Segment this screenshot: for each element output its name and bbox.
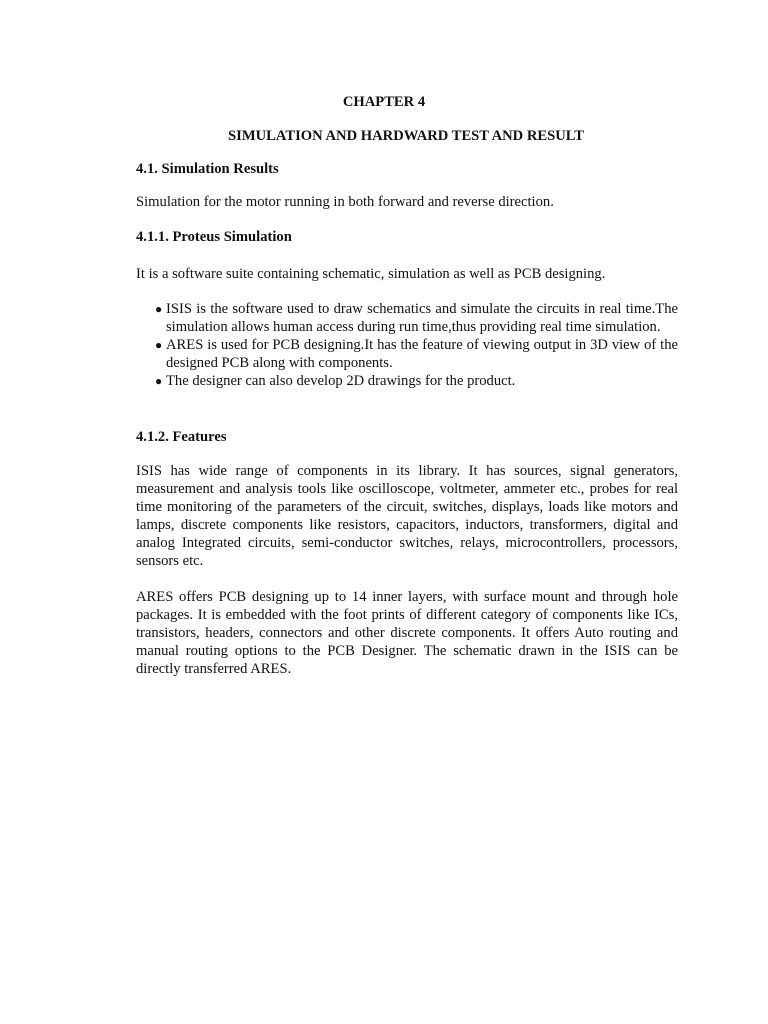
list-item-text: ISIS is the software used to draw schematics and simulate the circuits in real time.The simulation allows human access during run time,thus providing real time simulation. [166, 301, 678, 335]
bullet-icon: ● [155, 374, 163, 388]
list-item [136, 336, 678, 372]
features-paragraph-1: ISIS has wide range of components in its library. It has sources, signal generators, measurement and analysis tools like oscilloscope, voltmeter, ammeter etc., probes for real time monitoring of the parameters of the circuit, switches, displays, loads like motors and lamps, discrete components like resistors, capacitors, inductors, transformers, digital and analog Integrated circuits, semi-conductor switches, relays, microcontrollers, processors, sensors etc. [136, 463, 678, 569]
list-item-text: ARES is used for PCB designing.It has the feature of viewing output in 3D view of the designed PCB along with components. [166, 337, 678, 371]
section-heading-proteus-simulation: 4.1.1. Proteus Simulation [136, 229, 292, 245]
list-item [136, 300, 678, 336]
simulation-results-text: Simulation for the motor running in both forward and reverse direction. [136, 194, 554, 210]
proteus-simulation-text: It is a software suite containing schematic, simulation as well as PCB designing. [136, 266, 606, 282]
list-item [136, 372, 678, 390]
bullet-icon: ● [155, 302, 163, 316]
section-heading-simulation-results: 4.1. Simulation Results [136, 161, 279, 177]
chapter-number: CHAPTER 4 [342, 94, 426, 110]
proteus-feature-list [136, 300, 678, 390]
bullet-icon: ● [155, 338, 163, 352]
list-item-text: The designer can also develop 2D drawings for the product. [166, 373, 516, 389]
features-paragraph-2: ARES offers PCB designing up to 14 inner layers, with surface mount and through hole packages. It is embedded with the foot prints of different category of components like ICs, transistors, headers, connectors and other discrete components. It offers Auto routing and manual routing options to the PCB Designer. The schematic drawn in the ISIS can be directly transferred ARES. [136, 589, 678, 677]
section-heading-features: 4.1.2. Features [136, 429, 227, 445]
chapter-title: SIMULATION AND HARDWARD TEST AND RESULT [228, 128, 584, 144]
